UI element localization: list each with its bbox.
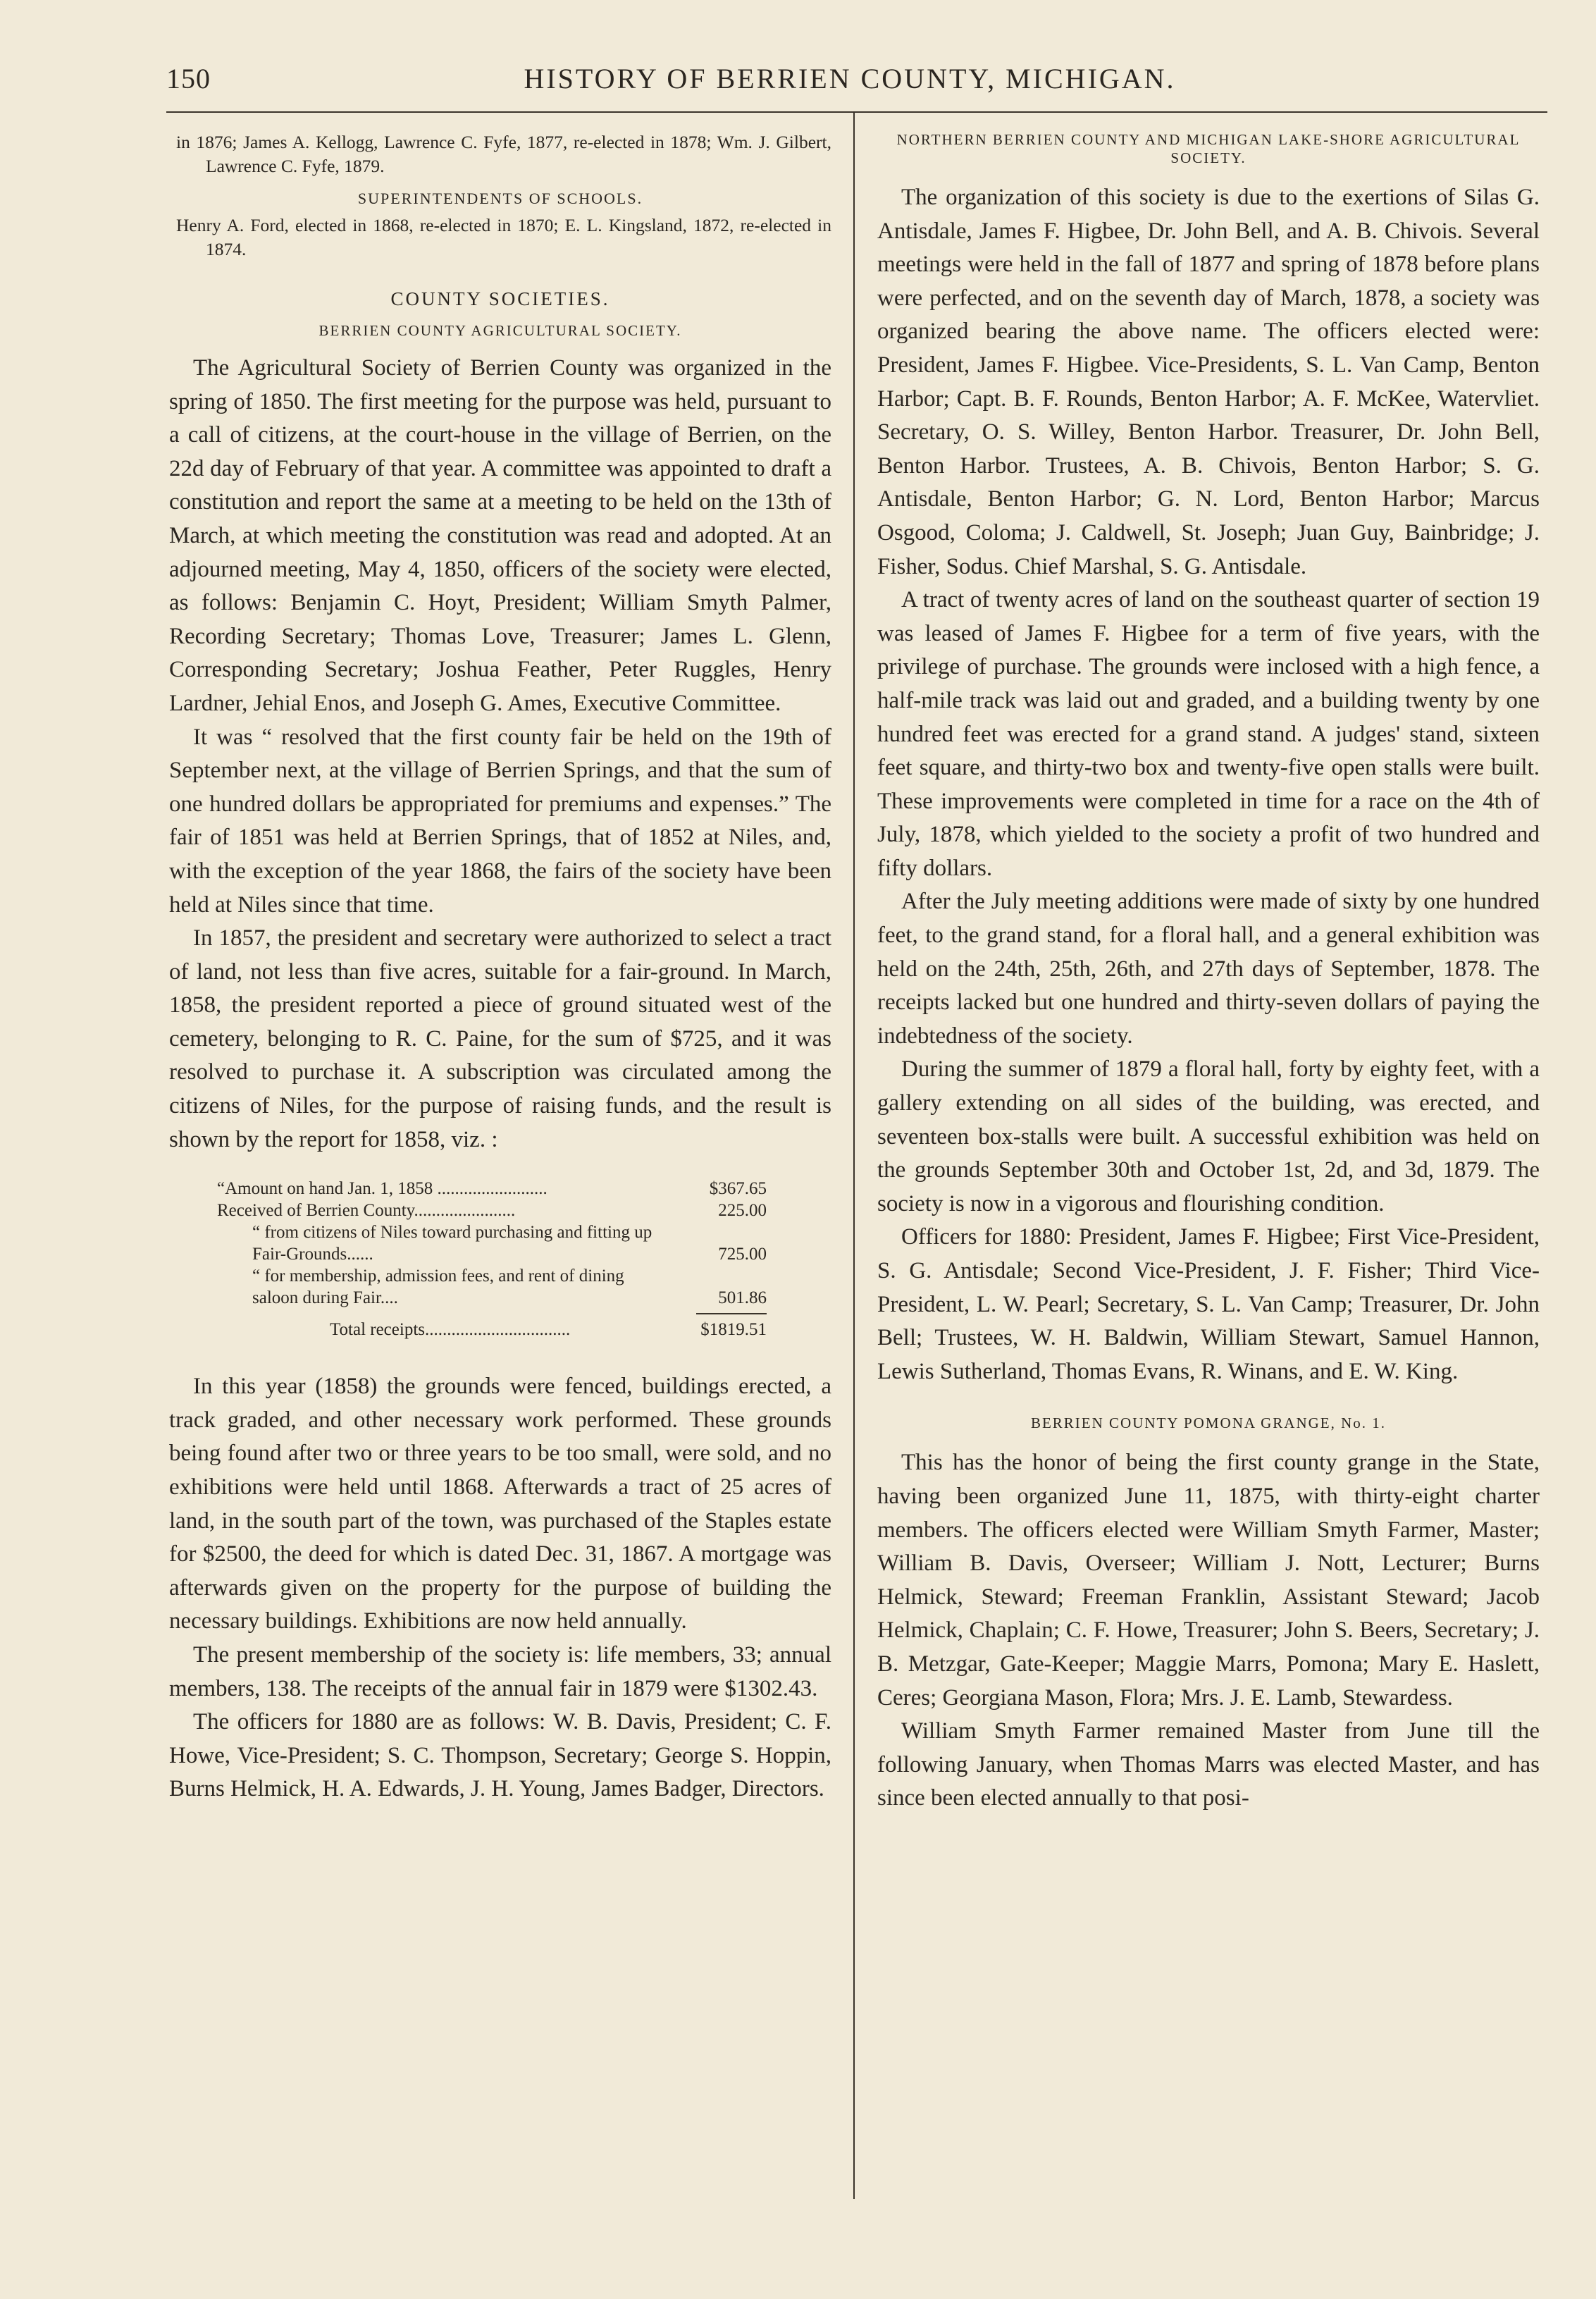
total-amount: $1819.51 <box>700 1320 767 1340</box>
paragraph: The Agricultural Society of Berrien County was organized in the spring of 1850. The first meeting for the purpose was held, pursuant to a call of citizens, at the court-house in the village of Berrien, on the 22d day of February of that year. A committee was appointed to draft a constitution and report the same at a meeting to be held on the 13th of March, at which meeting the constitution was read and adopted. At an adjourned meeting, May 4, 1850, officers of the society were elected, as follows: Benjamin C. Hoyt, President; William Smyth Palmer, Recording Secretary; Thomas Love, Treasurer; James L. Glenn, Corresponding Secretary; Joshua Feather, Peter Ruggles, Henry Lardner, Jehial Enos, and Joseph G. Ames, Executive Committee. <box>169 355 831 716</box>
column-divider <box>853 113 855 2199</box>
paragraph: After the July meeting additions were made of sixty by one hundred feet, to the grand stand, for a floral hall, and a general exhibition was held on the 24th, 25th, 26th, and 27th days of September, 1878. The receipts lacked but one hundred and thirty-seven dollars of paying the indebtedness of the society. <box>877 889 1540 1049</box>
total-label: Total receipts................................. <box>330 1320 571 1340</box>
election-record-text: in 1876; James A. Kellogg, Lawrence C. Fyfe, 1877, re-elected in 1878; Wm. J. Gilbert, Lawrence C. Fyfe, 1879. <box>176 132 831 176</box>
row-amount: 225.00 <box>718 1201 767 1221</box>
table-row <box>217 1178 767 1200</box>
row-label: “ for membership, admission fees, and rent of dining saloon during Fair.... <box>252 1266 624 1308</box>
page-number: 150 <box>166 63 211 94</box>
agricultural-society-heading: BERRIEN COUNTY AGRICULTURAL SOCIETY. <box>318 322 682 339</box>
header-rule <box>166 111 1547 113</box>
paragraph: It was “ resolved that the first county fair be held on the 19th of September next, at the village of Berrien Springs, and that the sum of one hundred dollars be appropriated for premiums and expenses.” The fair of 1851 was held at Berrien Springs, that of 1852 at Niles, and, with the exception of the year 1868, the fairs of the society have been held at Niles since that time. <box>169 724 831 918</box>
table-row <box>217 1265 767 1309</box>
table-total-row <box>217 1319 767 1340</box>
county-societies-heading: COUNTY SOCIETIES. <box>390 288 610 309</box>
paragraph: The present membership of the society is: life members, 33; annual members, 138. The receipts of the annual fair in 1879 were $1302.43. <box>169 1642 831 1701</box>
paragraph: A tract of twenty acres of land on the southeast quarter of section 19 was leased of James F. Higbee for a term of five years, with the privilege of purchase. The grounds were inclosed with a high fence, a half-mile track was laid out and graded, and a building twenty by one hundred feet was erected for a grand stand. A judges' stand, sixteen feet square, and thirty-two box and twenty-five open stalls were built. These improvements were completed in time for a race on the 4th of July, 1878, which yielded to the society a profit of two hundred and fifty dollars. <box>877 587 1540 881</box>
paragraph: In this year (1858) the grounds were fenced, buildings erected, a track graded, and other necessary work performed. These grounds being found after two or three years to be too small, were sold, and no exhibitions were held until 1868. Afterwards a tract of 25 acres of land, in the south part of the town, was purchased of the Staples estate for $2500, the deed for which is dated Dec. 31, 1867. A mortgage was afterwards given on the property for the purpose of building the necessary buildings. Exhibitions are now held annually. <box>169 1374 831 1634</box>
row-label: Received of Berrien County....................... <box>217 1201 516 1221</box>
pomona-grange-heading: BERRIEN COUNTY POMONA GRANGE, No. 1. <box>1030 1414 1387 1432</box>
superintendents-heading: SUPERINTENDENTS OF SCHOOLS. <box>357 190 643 207</box>
paragraph: William Smyth Farmer remained Master from June till the following January, when Thomas Marrs was elected Master, and has since been elected annually to that posi- <box>877 1718 1540 1811</box>
paragraph: In 1857, the president and secretary were authorized to select a tract of land, not less than five acres, suitable for a fair-ground. In March, 1858, the president reported a piece of ground situated west of the cemetery, belonging to R. C. Paine, for the sum of $725, and it was resolved to purchase it. A subscription was circulated among the citizens of Niles, for the purpose of raising funds, and the result is shown by the report for 1858, viz. : <box>169 925 831 1152</box>
table-row <box>217 1221 767 1265</box>
table-row <box>217 1200 767 1221</box>
paragraph: During the summer of 1879 a floral hall, forty by eighty feet, with a gallery extending on all sides of the building, was erected, and seventeen box-stalls were built. A successful exhibition was held on the grounds September 30th and October 1st, 2d, and 3d, 1879. The society is now in a vigorous and flourishing condition. <box>877 1056 1540 1216</box>
row-label: “ from citizens of Niles toward purchasing and fitting up Fair-Grounds...... <box>252 1223 652 1264</box>
lake-shore-society-heading: NORTHERN BERRIEN COUNTY AND MICHIGAN LAKE-SHORE AGRICULTURAL SOCIETY. <box>896 131 1521 166</box>
receipts-table <box>217 1178 767 1340</box>
left-column <box>169 130 831 1806</box>
paragraph: The officers for 1880 are as follows: W. B. Davis, President; C. F. Howe, Vice-President; S. C. Thompson, Secretary; George S. Hoppin, Burns Helmick, H. A. Edwards, J. H. Young, James Badger, Directors. <box>169 1709 831 1802</box>
running-title: HISTORY OF BERRIEN COUNTY, MICHIGAN. <box>524 63 1176 94</box>
row-label: “Amount on hand Jan. 1, 1858 ......................... <box>217 1179 548 1199</box>
row-amount: 501.86 <box>718 1288 767 1308</box>
paragraph: This has the honor of being the first county grange in the State, having been organized June 11, 1875, with thirty-eight charter members. The officers elected were William Smyth Farmer, Master; William B. Davis, Overseer; William J. Nott, Lecturer; Burns Helmick, Steward; Freeman Franklin, Assistant Steward; Jacob Helmick, Chaplain; C. F. Howe, Treasurer; John S. Beers, Secretary; J. B. Metzgar, Gate-Keeper; Maggie Marrs, Pomona; Mary E. Haslett, Ceres; Georgiana Mason, Flora; Mrs. J. E. Lamb, Stewardess. <box>877 1450 1540 1711</box>
sum-rule <box>696 1313 767 1314</box>
row-amount: $367.65 <box>709 1179 767 1199</box>
page-header <box>166 62 1533 104</box>
right-column <box>877 130 1540 1816</box>
row-amount: 725.00 <box>718 1245 767 1264</box>
paragraph: The organization of this society is due to the exertions of Silas G. Antisdale, James F. Higbee, Dr. John Bell, and A. B. Chivois. Several meetings were held in the fall of 1877 and spring of 1878 before plans were perfected, and on the seventh day of March, 1878, a society was organized bearing the above name. The officers elected were: President, James F. Higbee. Vice-Presidents, S. L. Van Camp, Benton Harbor; Capt. B. F. Rounds, Benton Harbor; A. F. McKee, Watervliet. Secretary, O. S. Willey, Benton Harbor. Treasurer, Dr. John Bell, Benton Harbor. Trustees, A. B. Chivois, Benton Harbor; S. G. Antisdale, Benton Harbor; G. N. Lord, Benton Harbor; Marcus Osgood, Coloma; J. Caldwell, St. Joseph; Juan Guy, Bainbridge; J. Fisher, Sodus. Chief Marshal, S. G. Antisdale. <box>877 185 1540 579</box>
paragraph: Officers for 1880: President, James F. Higbee; First Vice-President, S. G. Antisdale; Second Vice-President, J. F. Fisher; Third Vice-President, L. W. Pearl; Secretary, S. L. Van Camp; Treasurer, Dr. John Bell; Trustees, W. H. Baldwin, William Stewart, Samuel Hannon, Lewis Sutherland, Thomas Evans, R. Winans, and E. W. King. <box>877 1224 1540 1384</box>
superintendents-text: Henry A. Ford, elected in 1868, re-elected in 1870; E. L. Kingsland, 1872, re-elected in 1874. <box>176 215 831 259</box>
